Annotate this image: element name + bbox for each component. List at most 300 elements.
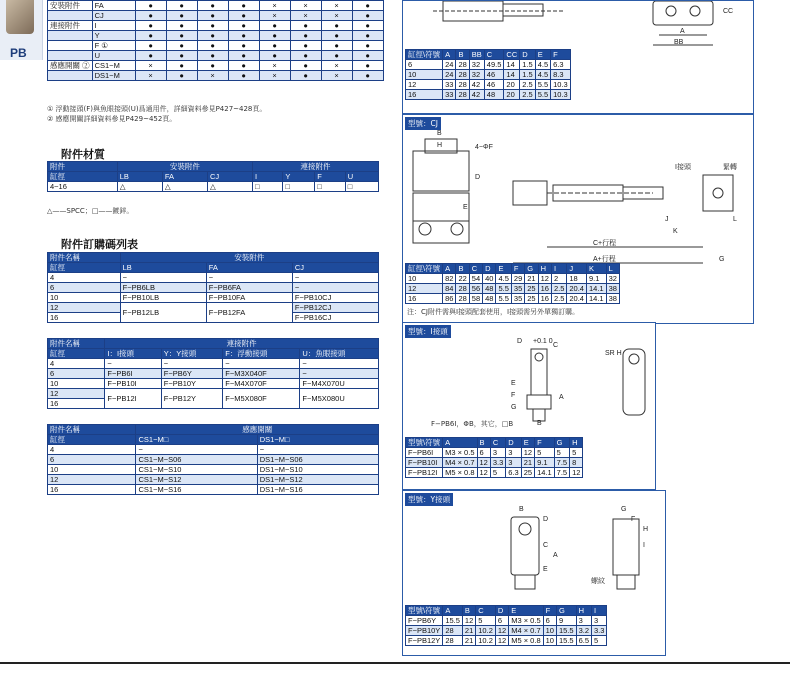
compat-mark: ● [290,21,321,31]
compat-group [48,41,93,51]
fa-head-4: C [484,50,504,60]
compat-row [48,41,384,51]
sensor-cell: 4 [48,445,136,455]
joint-cell: F−M4X070U [300,379,379,389]
compat-mark: ● [352,21,383,31]
compat-code: CJ [92,11,135,21]
cj-head-12: L [606,264,619,274]
y-label-thread: 螺紋 [591,578,605,585]
compat-mark: ● [166,31,197,41]
compat-mark: ● [228,41,259,51]
material-head-4: I [253,172,283,182]
sensor-row [48,475,379,485]
mount-cell: − [120,273,206,283]
y-joint-cell: 6 [495,616,508,626]
i-joint-cell: 3.3 [490,458,505,468]
cj-cell: 82 [443,274,456,284]
compat-mark: ● [321,51,352,61]
joint-cell: − [161,359,222,369]
fa-cell: 2.5 [520,80,535,90]
cj-row [406,274,620,284]
i-joint-panel [402,322,656,490]
y-joint-cell: 10 [543,636,556,646]
material-cell: △ [162,182,207,192]
compat-mark: ● [135,1,166,11]
order-sensor-wrap [47,424,379,495]
cj-cell: 40 [483,274,496,284]
y-joint-head-1: A [443,606,463,616]
compat-code: CS1−M [92,61,135,71]
compat-mark: ● [352,1,383,11]
sensor-cell: DS1−M−S12 [257,475,378,485]
compat-mark: × [135,61,166,71]
y-label-g: G [621,506,627,513]
fa-cell: 10 [406,70,443,80]
joint-row [48,359,379,369]
y-joint-cell: 15.5 [556,626,576,636]
fa-drawing [403,1,753,49]
material-h-joint: 連接附件 [253,162,379,172]
material-head-0: 缸徑 [48,172,118,182]
mount-bore-12: 12 [48,303,121,313]
material-cell: △ [117,182,162,192]
cj-cell: 16 [538,284,551,294]
y-joint-cell: 12 [495,636,508,646]
cj-cell: 4.5 [496,274,511,284]
sensor-cell: 12 [48,475,136,485]
material-cell: △ [207,182,252,192]
material-head-6: F [315,172,346,182]
cj-label-l: L [733,216,737,223]
y-joint-head-7: G [556,606,576,616]
mount-cell: − [206,273,292,283]
compat-mark: ● [321,41,352,51]
compat-mark: ● [352,61,383,71]
cj-cell: 12 [406,284,443,294]
y-joint-cell: 28 [443,636,463,646]
sensor-cell: CS1−M−S12 [136,475,257,485]
cj-cell: 48 [483,284,496,294]
fa-cell: 1.5 [520,70,535,80]
material-h-item: 附件 [48,162,118,172]
compat-group [48,31,93,41]
cj-head-6: F [511,264,524,274]
y-joint-cell: 3 [576,616,591,626]
joint-cell: − [300,369,379,379]
i-joint-head-2: B [477,438,490,448]
i-joint-cell: F−PB6I [406,448,443,458]
i-joint-cell: 14.1 [535,468,555,478]
cj-cell: 2.5 [551,294,566,304]
sensor-cell: − [257,445,378,455]
order-title: 附件訂購碼列表 [61,238,138,251]
mount-cell: F−PB6LB [120,283,206,293]
y-joint-cell: 28 [443,626,463,636]
compat-mark: ● [352,11,383,21]
cj-label-j: J [665,216,669,223]
y-joint-cell: 5 [592,636,607,646]
mount-lb-12: F−PB12LB [120,303,206,323]
i-joint-cell: 3 [506,458,521,468]
compat-mark: ● [228,21,259,31]
cj-cell: 56 [469,284,482,294]
i-joint-cell: 6 [477,448,490,458]
joint-bore-16: 16 [48,399,105,409]
cj-cell: 14.1 [586,294,606,304]
order-mount-h-item: 附件名稱 [48,253,121,263]
fa-cell: 28 [456,60,469,70]
order-mount-h-group: 安裝附件 [120,253,378,263]
cj-cell: 20.4 [567,284,587,294]
y-joint-head-0: 型號\符號 [406,606,443,616]
mount-row [48,283,379,293]
material-head-5: Y [283,172,315,182]
compat-mark: ● [290,41,321,51]
y-joint-head-6: F [543,606,556,616]
fa-cell: 24 [443,60,456,70]
cj-cell: 54 [469,274,482,284]
fa-label-cc: CC [723,8,734,15]
cj-cell: 29 [511,274,524,284]
order-joint-wrap [47,338,379,409]
cj-label-k: K [673,228,678,235]
compat-mark: ● [290,51,321,61]
mount-cell: 4 [48,273,121,283]
y-joint-cell: 12 [462,616,475,626]
order-sensor-h-group: 感應開關 [136,425,379,435]
fa-table [405,49,571,100]
compat-mark: ● [352,51,383,61]
material-table-wrap [47,161,379,192]
mount-cell: 6 [48,283,121,293]
y-joint-cell: 3 [592,616,607,626]
material-head-7: U [345,172,378,182]
joint-cell: F−M4X070F [223,379,300,389]
joint-i-12: F−PB12I [105,389,161,409]
side-label-pb: PB [10,46,27,60]
compat-mark: ● [197,21,228,31]
compat-row [48,71,384,81]
compat-note-1: ① 浮動接頭(F)與魚眼接頭(U)爲通用件，詳細資料參見P427~428頁。 [47,105,267,113]
cj-cell: 2.5 [551,284,566,294]
y-joint-row [406,616,607,626]
fa-row [406,90,571,100]
cj-cell: 35 [511,294,524,304]
fa-cell: 46 [484,70,504,80]
order-mount-table [47,252,379,323]
y-label-b: B [519,506,524,513]
joint-cell: 6 [48,369,105,379]
i-joint-cell: 5 [490,468,505,478]
cj-cell: 16 [538,294,551,304]
joint-u-12: F−M5X080U [300,389,379,409]
i-joint-row [406,468,583,478]
compat-row [48,11,384,21]
compat-mark: ● [135,11,166,21]
compat-mark: ● [259,51,290,61]
i-joint-cell: 5 [570,448,583,458]
mount-head-1: LB [120,263,206,273]
i-joint-cell: 5 [554,448,569,458]
mount-cell: − [292,283,378,293]
fa-cell: 42 [469,90,484,100]
compat-mark: ● [321,21,352,31]
fa-cell: 5.5 [535,80,550,90]
mount-fa-12: F−PB12FA [206,303,292,323]
i-joint-cell: 21 [521,458,534,468]
compat-mark: × [321,71,352,81]
y-joint-head-8: H [576,606,591,616]
cj-cell: 25 [525,284,538,294]
fa-head-0: 缸徑\符號 [406,50,443,60]
cj-cell: 38 [606,294,619,304]
y-joint-row [406,636,607,646]
i-joint-cell: 12 [570,468,583,478]
mount-cell: F−PB10CJ [292,293,378,303]
fa-row [406,70,571,80]
cj-head-11: K [586,264,606,274]
compat-code: F ① [92,41,135,51]
joint-head-3: F：浮動接頭 [223,349,300,359]
i-joint-head-5: E [521,438,534,448]
fa-head-7: E [535,50,550,60]
i-joint-head-4: D [506,438,521,448]
fa-head-2: B [456,50,469,60]
compat-mark: × [321,61,352,71]
compat-mark: ● [259,31,290,41]
y-joint-tag: 型號：Y接頭 [405,493,453,506]
cj-cell: 35 [511,284,524,294]
i-joint-cell: 12 [477,468,490,478]
compat-mark: × [259,61,290,71]
fa-row [406,60,571,70]
fa-row [406,80,571,90]
cj-cell: 38 [606,284,619,294]
joint-head-2: Y：Y接頭 [161,349,222,359]
i-joint-head-3: C [490,438,505,448]
compat-mark: ● [197,11,228,21]
i-joint-tag: 型號：I接頭 [405,325,451,338]
cj-tag: 型號：CJ [405,117,441,130]
compat-mark: ● [259,41,290,51]
y-label-c: C [543,542,549,549]
fa-cell: 8.3 [551,70,571,80]
y-joint-cell: 10.2 [476,626,496,636]
sensor-cell: CS1−M−S16 [136,485,257,495]
compat-mark: ● [228,31,259,41]
i-joint-head-1: A [443,438,477,448]
sensor-cell: DS1−M−S06 [257,455,378,465]
sensor-head-2: DS1−M□ [257,435,378,445]
compat-code: I [92,21,135,31]
fa-label-a: A [680,28,685,35]
compat-mark: ● [352,71,383,81]
bottom-rule [0,662,790,664]
fa-cell: 2.5 [520,90,535,100]
y-joint-cell: F−PB10Y [406,626,443,636]
cj-cell: 25 [525,294,538,304]
cj-cell: 58 [469,294,482,304]
y-joint-cell: 15.5 [556,636,576,646]
material-head-3: CJ [207,172,252,182]
compat-mark: ● [135,31,166,41]
y-joint-row [406,626,607,636]
fa-cell: 10.3 [551,80,571,90]
mount-cell: − [292,273,378,283]
cj-table [405,263,620,304]
compat-mark: × [259,71,290,81]
i-joint-cell: M5 × 0.8 [443,468,477,478]
i-joint-head-8: H [570,438,583,448]
material-head-1: LB [117,172,162,182]
cj-head-0: 缸徑\符號 [406,264,443,274]
i-joint-cell: 12 [477,458,490,468]
i-label-sr: SR H [605,350,622,357]
compat-mark: ● [352,41,383,51]
cj-label-b: B [437,130,442,137]
joint-cell: F−PB6I [105,369,161,379]
material-cell: □ [283,182,315,192]
fa-cell: 28 [456,80,469,90]
y-joint-cell: 9 [556,616,576,626]
fa-cell: 14 [504,60,520,70]
cj-label-clevis: 緊轉 [723,164,737,171]
y-joint-cell: F−PB6Y [406,616,443,626]
material-cell: □ [253,182,283,192]
material-cell: 4~16 [48,182,118,192]
cj-head-10: J [567,264,587,274]
i-label-tol: +0.1 0 [533,338,553,345]
compat-mark: ● [352,31,383,41]
fa-cell: 16 [406,90,443,100]
cj-head-9: I [551,264,566,274]
i-joint-head-6: F [535,438,555,448]
compat-mark: ● [197,1,228,11]
fa-cell: 28 [456,70,469,80]
sensor-cell: CS1−M−S06 [136,455,257,465]
cj-cell: 12 [538,274,551,284]
i-label-e: E [511,380,516,387]
compat-group [48,11,93,21]
mount-cell: F−PB10LB [120,293,206,303]
compat-mark: × [197,71,228,81]
fa-label-bb: BB [674,39,684,46]
y-joint-cell: 3.2 [576,626,591,636]
joint-head-4: U：魚眼接頭 [300,349,379,359]
y-joint-cell: 6 [543,616,556,626]
material-legend: △——SPCC；□——鍍鋅。 [47,207,134,215]
cj-head-4: D [483,264,496,274]
sensor-cell: 16 [48,485,136,495]
compat-group: 感應開關 ② [48,61,93,71]
cj-row [406,294,620,304]
cj-label-i: I接頭 [675,164,691,171]
compat-mark: ● [321,31,352,41]
compat-mark: ● [290,31,321,41]
compat-mark: ● [197,61,228,71]
compat-mark: ● [259,21,290,31]
joint-cell: F−M3X040F [223,369,300,379]
joint-cell: − [223,359,300,369]
y-joint-cell: M4 × 0.7 [509,626,543,636]
compat-mark: ● [197,31,228,41]
y-joint-head-4: D [495,606,508,616]
compat-row [48,21,384,31]
sensor-cell: CS1−M−S10 [136,465,257,475]
compat-code: FA [92,1,135,11]
joint-row [48,369,379,379]
i-label-c: C [553,342,559,349]
sensor-head-0: 缸徑 [48,435,136,445]
fa-head-6: D [520,50,535,60]
cj-cell: 86 [443,294,456,304]
i-label-d: D [517,338,523,345]
y-joint-cell: M5 × 0.8 [509,636,543,646]
y-joint-cell: 15.5 [443,616,463,626]
i-joint-cell: 7.5 [554,468,569,478]
compat-mark: ● [166,41,197,51]
cj-head-5: E [496,264,511,274]
i-label-a: A [559,394,564,401]
joint-f-12: F−M5X080F [223,389,300,409]
compat-group: 連接附件 [48,21,93,31]
i-joint-head-0: 型號\符號 [406,438,443,448]
joint-row [48,379,379,389]
material-table [47,161,379,192]
compat-group [48,71,93,81]
i-joint-head-7: G [554,438,569,448]
y-label-i: I [643,542,645,549]
sensor-head-1: CS1−M□ [136,435,257,445]
fa-cell: 4.5 [535,60,550,70]
cj-head-2: B [456,264,469,274]
i-joint-cell: 3 [490,448,505,458]
y-joint-cell: 10.2 [476,636,496,646]
compat-mark: ● [166,61,197,71]
sensor-cell: − [136,445,257,455]
order-sensor-table [47,424,379,495]
y-joint-cell: M3 × 0.5 [509,616,543,626]
fa-panel [402,0,754,114]
compat-notes [47,104,266,124]
y-joint-cell: 10 [543,626,556,636]
order-sensor-h-item: 附件名稱 [48,425,136,435]
joint-cell: − [300,359,379,369]
compat-group: 安裝附件 [48,1,93,11]
product-thumbnail [6,0,34,34]
cj-cell: 32 [606,274,619,284]
fa-head-3: BB [469,50,484,60]
cj-cell: 16 [406,294,443,304]
joint-head-1: I：I接頭 [105,349,161,359]
y-joint-head-5: E [509,606,543,616]
joint-cell: F−PB10Y [161,379,222,389]
y-label-f: F [631,516,636,523]
cj-label-hole: 4−ΦF [475,144,493,151]
cj-panel [402,114,754,324]
i-joint-row [406,458,583,468]
i-joint-cell: 8 [570,458,583,468]
cj-head-7: G [525,264,538,274]
y-label-h: H [643,526,649,533]
y-joint-panel [402,490,666,656]
compat-mark: ● [135,21,166,31]
compat-mark: ● [290,61,321,71]
compat-row [48,31,384,41]
i-joint-table [405,437,583,478]
compat-mark: ● [166,51,197,61]
i-joint-cell: 5 [535,448,555,458]
